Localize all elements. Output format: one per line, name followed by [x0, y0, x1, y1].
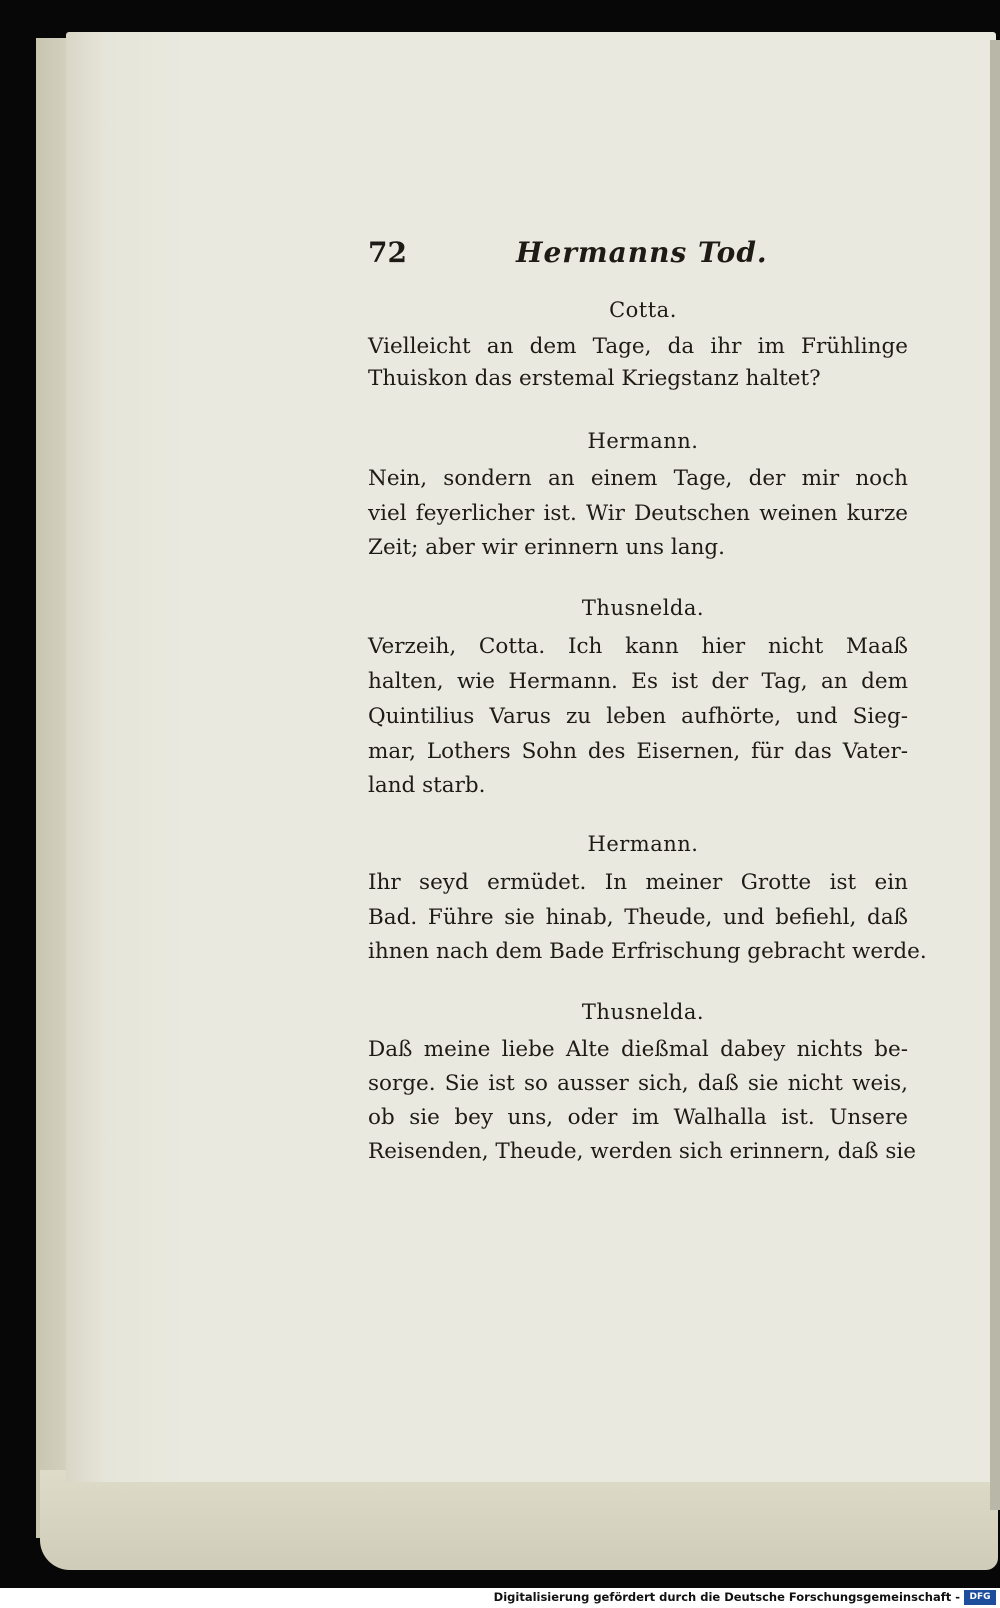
text-line: sorge. Sie ist so ausser sich, daß sie nicht weis,	[368, 1071, 908, 1096]
text-line: land starb.	[368, 773, 486, 798]
running-title: Hermanns Tod.	[516, 236, 768, 269]
text-line: Thuiskon das erstemal Kriegstanz haltet?	[368, 366, 821, 391]
text-line: mar, Lothers Sohn des Eisernen, für das Vater-	[368, 739, 908, 764]
speaker-name: Hermann.	[587, 832, 699, 856]
text-line: Verzeih, Cotta. Ich kann hier nicht Maaß	[368, 634, 908, 659]
page-right-edge	[990, 40, 1000, 1510]
page-stack-bottom	[40, 1470, 998, 1570]
footer-credit: Digitalisierung gefördert durch die Deutsche Forschungsgemeinschaft -	[493, 1590, 960, 1604]
text-line: Reisenden, Theude, werden sich erinnern, daß sie	[368, 1139, 917, 1164]
page-number: 72	[368, 236, 407, 269]
text-line: Zeit; aber wir erinnern uns lang.	[368, 535, 726, 560]
text-line: Bad. Führe sie hinab, Theude, und befiehl, daß	[368, 905, 908, 930]
speaker-name: Cotta.	[609, 298, 677, 322]
text-line: viel feyerlicher ist. Wir Deutschen weinen kurze	[368, 501, 908, 526]
speaker-name: Hermann.	[587, 429, 699, 453]
text-line: Nein, sondern an einem Tage, der mir noch	[368, 466, 908, 491]
text-line: Vielleicht an dem Tage, da ihr im Frühlinge	[368, 334, 908, 359]
running-head	[368, 236, 918, 286]
text-line: ob sie bey uns, oder im Walhalla ist. Unsere	[368, 1105, 908, 1130]
speaker-name: Thusnelda.	[581, 596, 705, 620]
text-line: Ihr seyd ermüdet. In meiner Grotte ist ein	[368, 870, 908, 895]
text-line: ihnen nach dem Bade Erfrischung gebracht werde.	[368, 939, 927, 964]
digitization-footer	[0, 1588, 1000, 1608]
text-line: Daß meine liebe Alte dießmal dabey nichts be-	[368, 1037, 908, 1062]
speaker-name: Thusnelda.	[581, 1000, 705, 1024]
text-line: Quintilius Varus zu leben aufhörte, und Sieg-	[368, 704, 908, 729]
text-line: halten, wie Hermann. Es ist der Tag, an dem	[368, 669, 908, 694]
dfg-logo: DFG	[964, 1590, 996, 1605]
